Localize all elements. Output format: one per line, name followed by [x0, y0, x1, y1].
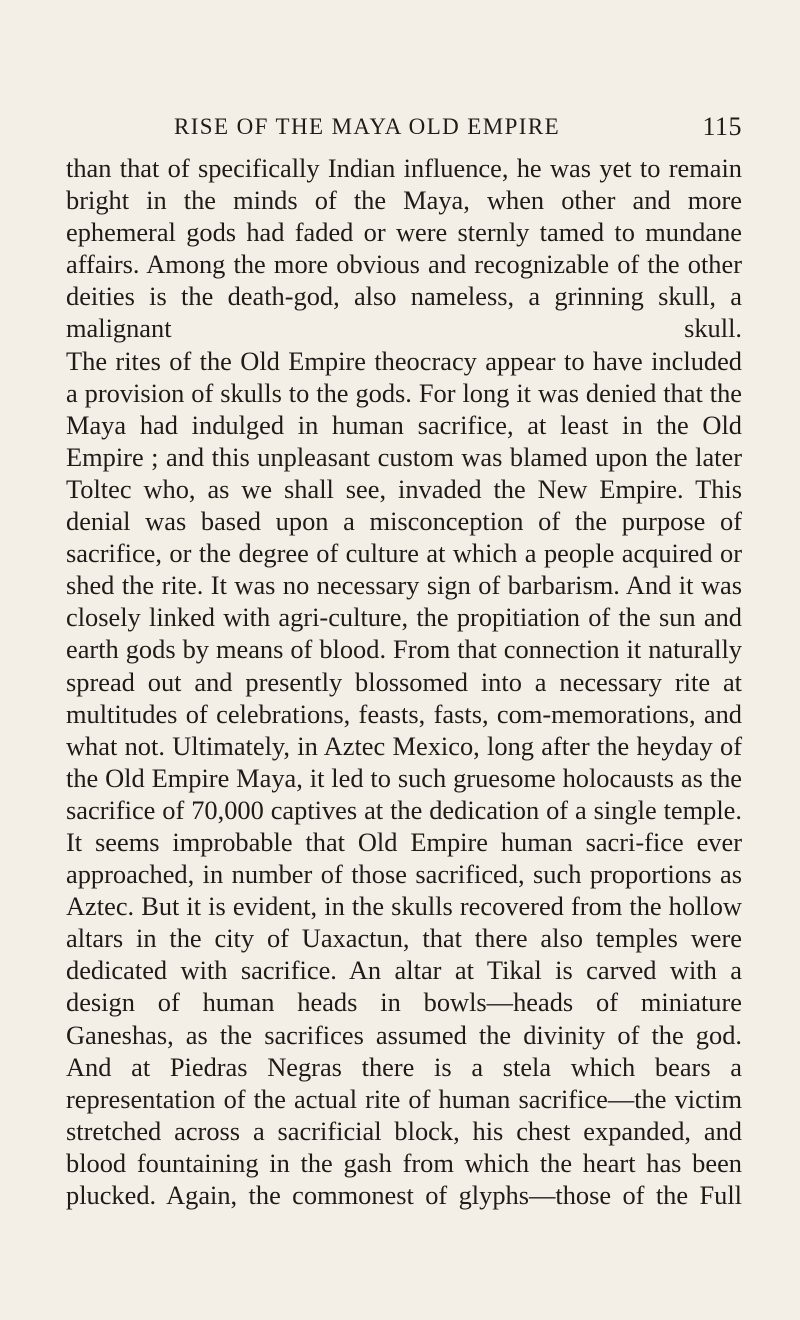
paragraph-2: The rites of the Old Empire theocracy appear to have included a provision of skulls to the gods. For long it was denied that the Maya had indulged in human sacrifice, at least in the Old Empire ; and this unpleasant custom was blamed upon the later Toltec who, as we shall see, invaded the New Empire. This denial was based upon a misconception of the purpose of sacrifice, or the degree of culture at which a people acquired or shed the rite. It was no necessary sign of barbarism. And it was closely linked with agri-culture, the propitiation of the sun and earth gods by means of blood. From that connection it naturally spread out and presently blossomed into a necessary rite at multitudes of celebrations, feasts, fasts, com-memorations, and what not. Ultimately, in Aztec Mexico, long after the heyday of the Old Empire Maya, it led to such gruesome holocausts as the sacrifice of 70,000 captives at the dedication of a single temple.	[66, 345, 742, 825]
page-number: 115	[702, 112, 742, 141]
paragraph-1: than that of specifically Indian influence, he was yet to remain bright in the minds of the Maya, when other and more ephemeral gods had faded or were sternly tamed to mundane affairs. Among the more obvious and recognizable of the other deities is the death-god, also nameless, a grinning skull, a malignant skull.	[66, 153, 742, 344]
running-title: RISE OF THE MAYA OLD EMPIRE	[174, 114, 561, 139]
body-text	[66, 152, 742, 1211]
paragraph-3: It seems improbable that Old Empire human sacri-fice ever approached, in number of those sacrificed, such proportions as Aztec. But it is evident, in the skulls recovered from the hollow altars in the city of Uaxactun, that there also temples were dedicated with sacrifice. An altar at Tikal is carved with a design of human heads in bowls—heads of miniature Ganeshas, as the sacrifices assumed the divinity of the god. And at Piedras Negras there is a stela which bears a representation of the actual rite of human sacrifice—the victim stretched across a sacrificial block, his chest expanded, and blood fountaining in the gash from which the heart has been plucked. Again, the commonest of glyphs—those of the Full	[66, 826, 742, 1210]
running-head	[66, 112, 742, 146]
